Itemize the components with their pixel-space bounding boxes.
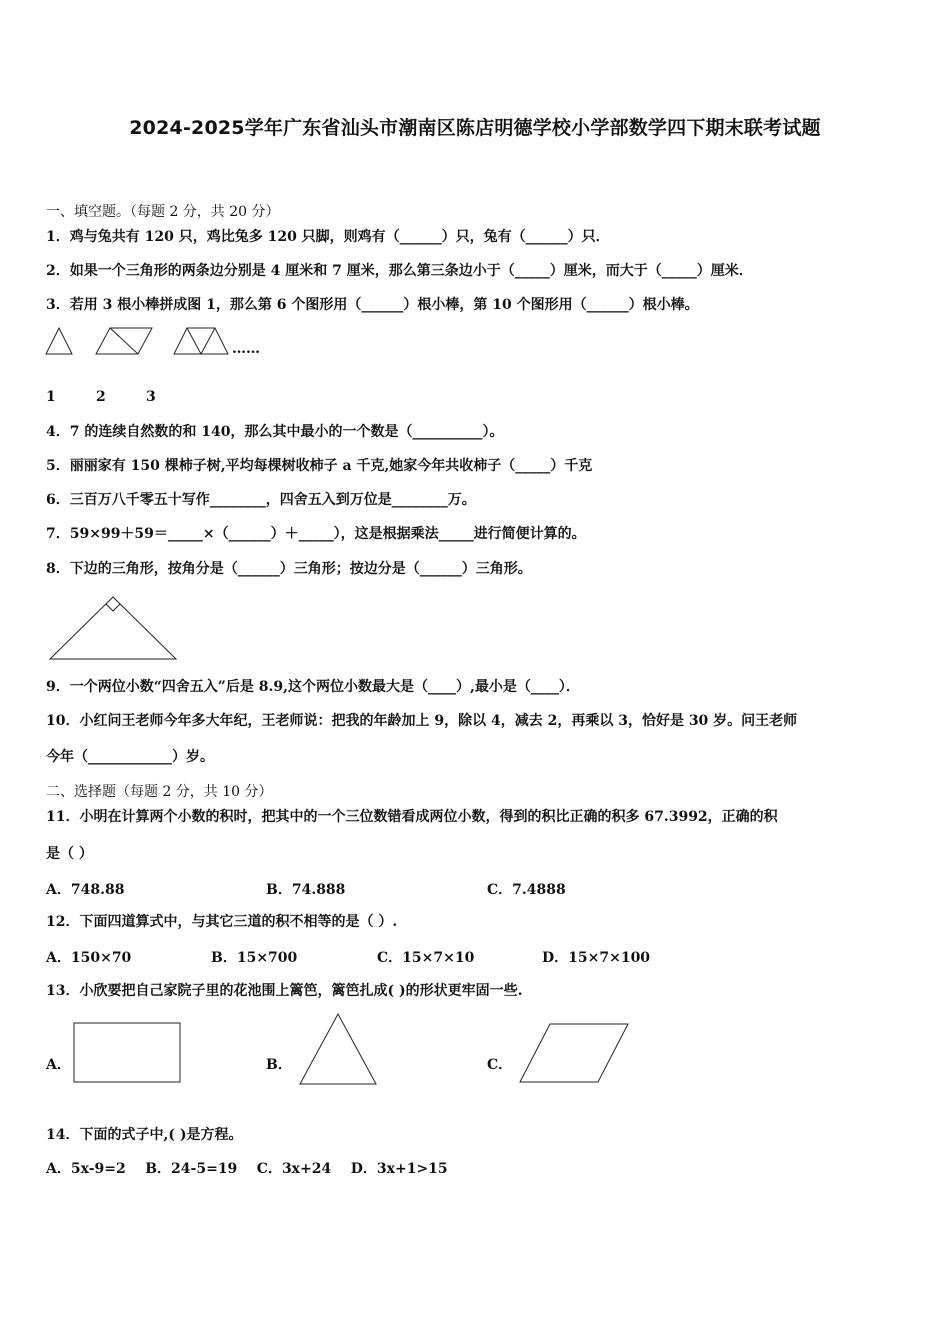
question-4: 4．7 的连续自然数的和 140，那么其中最小的一个数是（__________）。 <box>46 424 504 440</box>
q11-option-b: B．74.888 <box>266 882 346 898</box>
q13-option-c-label: C． <box>487 1057 513 1073</box>
question-10-line-2: 今年（____________）岁。 <box>46 749 214 765</box>
q13-triangle-figure <box>298 1012 380 1086</box>
q8-right-triangle-figure <box>48 595 180 661</box>
q12-option-c: C．15×7×10 <box>377 950 475 966</box>
section-choice-heading: 二、选择题（每题 2 分，共 10 分） <box>46 784 273 800</box>
q11-option-c: C．7.4888 <box>487 882 566 898</box>
figure-3-shape <box>174 328 228 354</box>
q3-stick-triangles-figure <box>44 326 244 356</box>
q3-figure-label-3: 3 <box>146 389 156 405</box>
question-5: 5．丽丽家有 150 棵柿子树,平均每棵树收柿子 a 千克,她家今年共收柿子（_____）千克 <box>46 458 593 474</box>
q13-parallelogram-figure <box>518 1022 630 1084</box>
section-fill-in-heading: 一、填空题。（每题 2 分，共 20 分） <box>46 204 280 220</box>
question-6: 6．三百万八千零五十写作________，四舍五入到万位是________万。 <box>46 492 476 508</box>
q11-option-a: A．748.88 <box>46 882 125 898</box>
question-9: 9．一个两位小数“四舍五入”后是 8.9,这个两位小数最大是（____）,最小是（____）． <box>46 679 580 695</box>
question-14: 14．下面的式子中,( )是方程。 <box>46 1127 243 1143</box>
question-7: 7．59×99＋59＝_____×（______）＋_____），这是根据乘法_____进行简便计算的。 <box>46 526 586 542</box>
question-3: 3．若用 3 根小棒拼成图 1，那么第 6 个图形用（______）根小棒，第 10 个图形用（______）根小棒。 <box>46 297 699 313</box>
page-title: 2024-2025学年广东省汕头市潮南区陈店明德学校小学部数学四下期末联考试题 <box>129 117 821 139</box>
q12-option-b: B．15×700 <box>211 950 298 966</box>
q12-option-d: D．15×7×100 <box>542 950 651 966</box>
q13-rectangle-figure <box>73 1022 183 1084</box>
question-10-line-1: 10．小红问王老师今年多大年纪，王老师说：把我的年龄加上 9，除以 4，减去 2，再乘以 3，恰好是 30 岁。问王老师 <box>46 713 798 729</box>
q13-option-a-label: A． <box>46 1057 71 1073</box>
question-2: 2．如果一个三角形的两条边分别是 4 厘米和 7 厘米，那么第三条边小于（_____）厘米，而大于（_____）厘米． <box>46 263 753 279</box>
q13-option-b-label: B． <box>266 1057 292 1073</box>
q3-ellipsis: …… <box>232 341 260 357</box>
figure-1-triangle <box>46 328 72 354</box>
question-11-line-2: 是（ ） <box>46 846 93 862</box>
question-13: 13．小欣要把自己家院子里的花池围上篱笆，篱笆扎成( )的形状更牢固一些. <box>46 983 523 999</box>
q12-option-a: A．150×70 <box>46 950 132 966</box>
q14-options: A．5x-9=2 B．24-5=19 C．3x+24 D．3x+1>15 <box>46 1161 448 1177</box>
question-12: 12．下面四道算式中，与其它三道的积不相等的是（ ）. <box>46 914 398 930</box>
question-8: 8．下边的三角形，按角分是（______）三角形；按边分是（______）三角形。 <box>46 561 532 577</box>
q3-figure-label-1: 1 <box>46 389 56 405</box>
question-1: 1．鸡与兔共有 120 只，鸡比兔多 120 只脚，则鸡有（______）只，兔有（______）只． <box>46 229 610 245</box>
question-11-line-1: 11．小明在计算两个小数的积时，把其中的一个三位数错看成两位小数，得到的积比正确的积多 67.3992，正确的积 <box>46 809 778 825</box>
q3-figure-label-2: 2 <box>96 389 106 405</box>
